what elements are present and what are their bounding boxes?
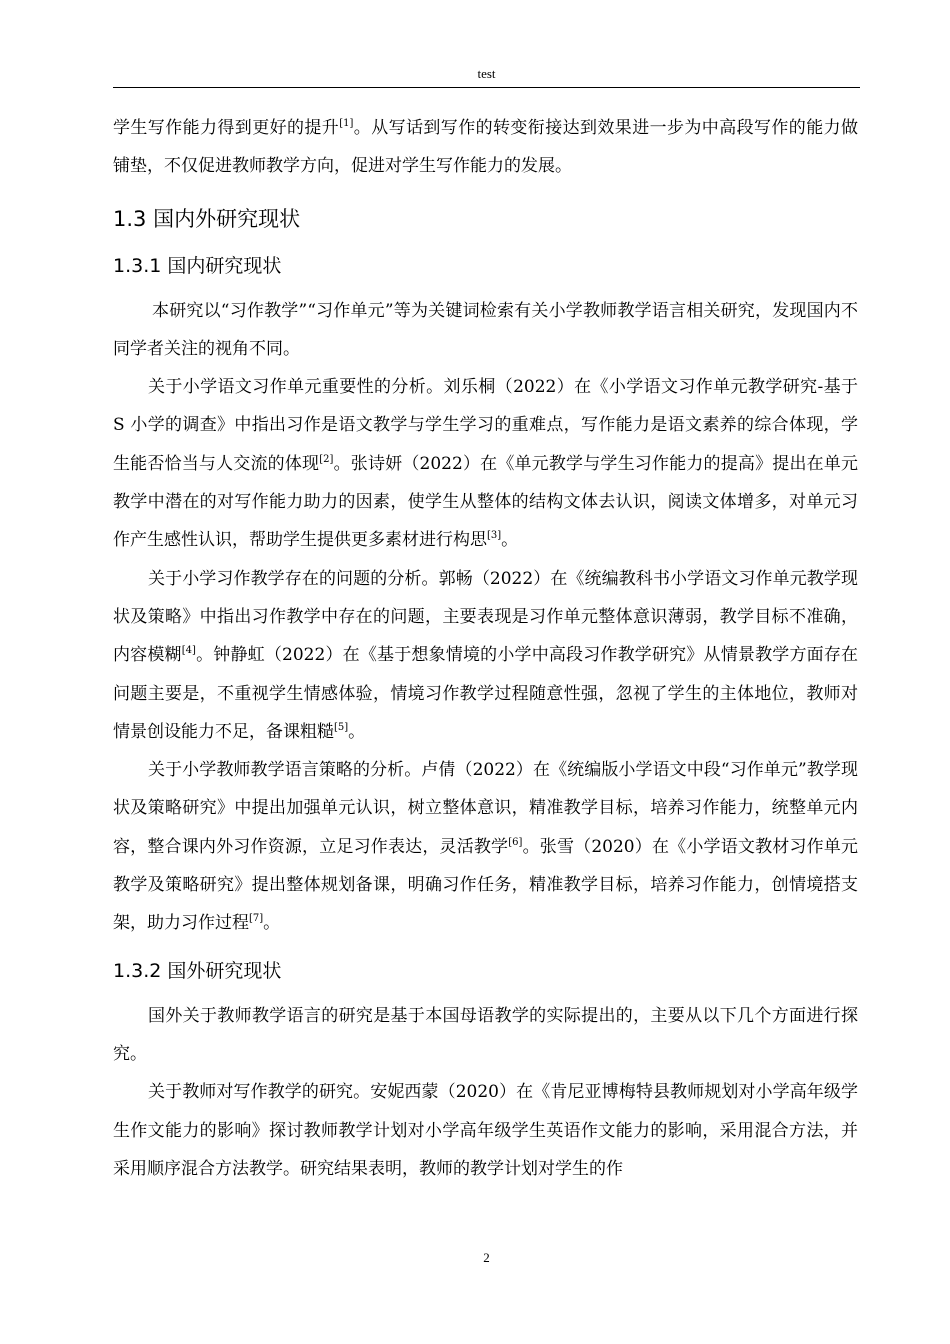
paragraph-text: 。 — [501, 530, 519, 551]
paragraph-text: 关于小学语文习作单元重要性的分析。刘乐桐（2022）在《小学语文习作单元教学研究-基于 S 小学的调查》中指出习作是语文教学与学生学习的重难点，写作能力是语文素养的综合体现，学生能否恰当与人交流的体现 — [113, 377, 858, 474]
paragraph-language-strategy — [113, 751, 858, 942]
paragraph-text: 关于小学教师教学语言策略的分析。卢倩（2022）在《统编版小学语文中段“习作单元”教学现状及策略研究》中提出加强单元认识，树立整体意识，精准教学目标，培养习作能力，统整单元内容，整合课内外习作资源，立足习作表达，灵活教学 — [113, 760, 858, 857]
page-header: test — [477, 66, 496, 81]
paragraph-intro-continuation — [113, 109, 858, 186]
section-heading-1-3: 1.3 国内外研究现状 — [113, 206, 301, 231]
paragraph-text: 。 — [263, 913, 281, 934]
paragraph-writing-teaching: 关于教师对写作教学的研究。安妮西蒙（2020）在《肯尼亚博梅特县教师规划对小学高年级学生作文能力的影响》探讨教师教学计划对小学高年级学生英语作文能力的影响，采用混合方法，并采用顺序混合方法教学。研究结果表明，教师的教学计划对学生的作 — [113, 1082, 858, 1179]
paragraph-unit-importance — [113, 368, 858, 559]
section-heading-1-3-1: 1.3.1 国内研究现状 — [113, 254, 282, 277]
paragraph-foreign-intro: 国外关于教师教学语言的研究是基于本国母语教学的实际提出的，主要从以下几个方面进行探究。 — [113, 1005, 858, 1064]
citation-ref: [7] — [249, 913, 264, 925]
citation-ref: [3] — [487, 530, 502, 542]
citation-ref: [6] — [508, 836, 523, 848]
paragraph-text: 学生写作能力得到更好的提升 — [113, 118, 340, 138]
paragraph-text: 关于小学习作教学存在的问题的分析。郭畅（2022）在《统编教科书小学语文习作单元教学现状及策略》中指出习作教学中存在的问题，主要表现是习作单元整体意识薄弱，教学目标不准确，内容模糊 — [113, 568, 858, 666]
paragraph-text: 。钟静虹（2022）在《基于想象情境的小学中高段习作教学研究》从情景教学方面存在问题主要是，不重视学生情感体验，情境习作教学过程随意性强，忽视了学生的主体地位，教师对情景创设能力不足，备课粗糙 — [113, 645, 859, 742]
paragraph-text: 。 — [348, 721, 366, 742]
header-rule — [113, 87, 860, 88]
citation-ref: [5] — [334, 721, 349, 733]
citation-ref: [2] — [319, 453, 334, 465]
paragraph-domestic-intro: 本研究以“习作教学”“习作单元”等为关键词检索有关小学教师教学语言相关研究，发现国内不同学者关注的视角不同。 — [113, 300, 858, 359]
paragraph-teaching-problems — [113, 560, 858, 751]
page-body — [113, 109, 858, 1188]
paragraph-text: 。张雪（2020）在《小学语文教材习作单元教学及策略研究》提出整体规划备课，明确习作任务，精准教学目标，培养习作能力，创情境搭支架，助力习作过程 — [113, 836, 859, 934]
paragraph-text: 。从写话到写作的转变衔接达到效果进一步为中高段写作的能力做铺垫，不仅促进教师教学方向，促进对学生写作能力的发展。 — [113, 118, 859, 177]
section-heading-1-3-2: 1.3.2 国外研究现状 — [113, 959, 282, 982]
paragraph-text: 。张诗妍（2022）在《单元教学与学生习作能力的提高》提出在单元教学中潜在的对写作能力助力的因素，使学生从整体的结构文体去认识，阅读文体增多，对单元习作产生感性认识，帮助学生提供更多素材进行构思 — [113, 453, 859, 551]
citation-ref: [4] — [181, 645, 196, 657]
citation-ref: [1] — [339, 118, 354, 129]
page-number: 2 — [483, 1250, 490, 1265]
